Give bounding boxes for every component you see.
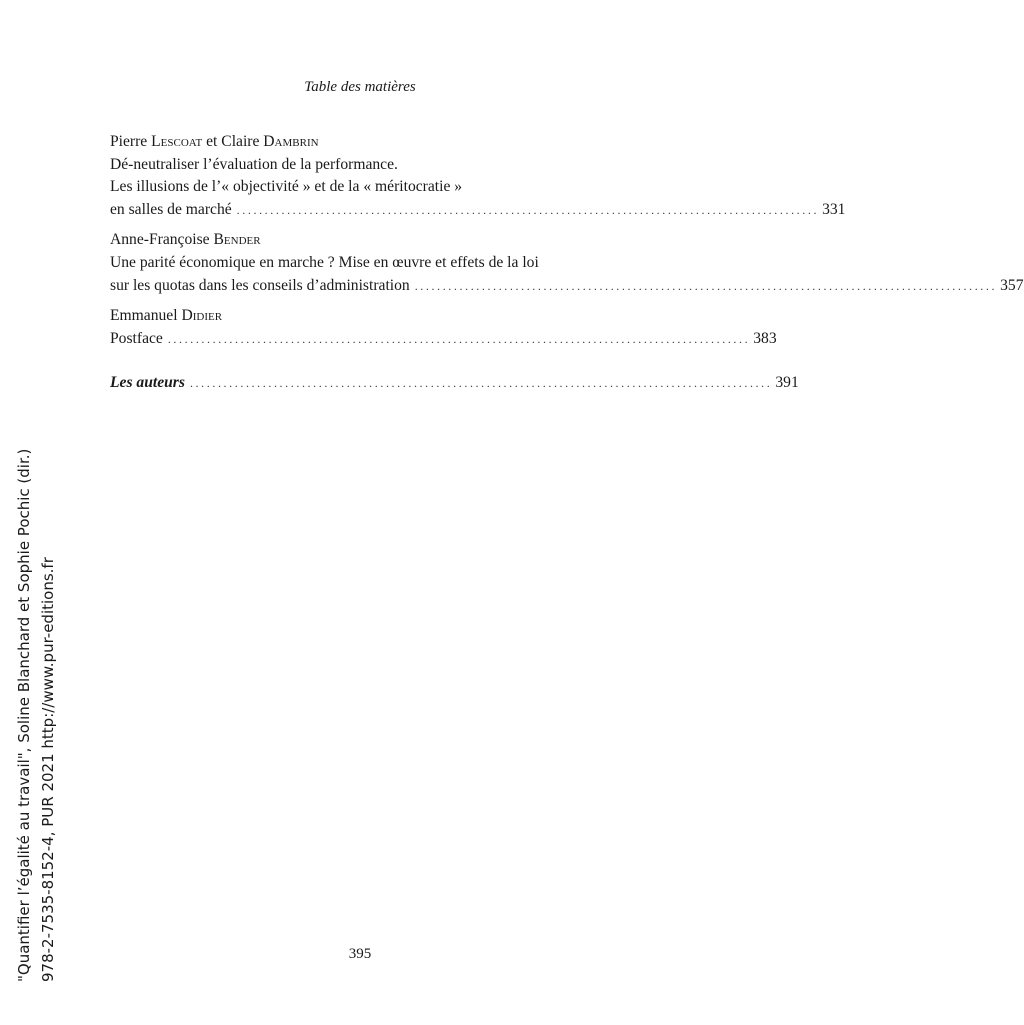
page-number: 383: [753, 329, 777, 347]
page-folio: 395: [348, 946, 372, 962]
toc-entry-didier: [110, 305, 777, 350]
toc-entry-authors: [110, 372, 799, 395]
entry-title-line: Postface: [110, 329, 163, 347]
entry-leader-line[interactable]: [110, 199, 846, 222]
side-copyright-note: [12, 448, 88, 982]
entry-leader-line[interactable]: [110, 372, 799, 395]
author-last-name: Bender: [213, 231, 261, 249]
page-number: 331: [822, 200, 846, 218]
author-first-name: Claire: [221, 133, 264, 150]
author-joiner: et: [202, 133, 222, 150]
author-last-name: Lescoat: [151, 133, 203, 150]
author-first-name: Emmanuel: [110, 307, 182, 325]
page-number: 357: [1000, 276, 1024, 294]
entry-authors: [110, 229, 584, 252]
dot-leader: ........................................................................................................: [189, 376, 773, 391]
side-note-text: [12, 448, 60, 982]
author-last-name: Dambrin: [263, 133, 319, 150]
side-note-line-1: "Quantifier l’égalité au travail", Soline Blanchard et Sophie Pochic (dir.): [15, 448, 33, 982]
authors-label: Les auteurs: [110, 374, 185, 392]
entry-title-line: sur les quotas dans les conseils d’administration: [110, 276, 410, 294]
entry-title-line: en salles de marché: [110, 200, 232, 218]
table-of-contents: [110, 131, 1024, 403]
entry-authors: [110, 305, 584, 328]
entry-leader-line[interactable]: [110, 275, 1024, 298]
author-first-name: Pierre: [110, 133, 152, 150]
author-last-name: Didier: [181, 307, 223, 325]
entry-title-line: Les illusions de l’« objectivité » et de la « méritocratie »: [110, 178, 463, 196]
dot-leader: ........................................................................................................: [414, 278, 998, 293]
entry-leader-line[interactable]: [110, 328, 777, 351]
toc-entry-bender: [110, 229, 1024, 297]
author-first-name: Anne-Françoise: [110, 231, 214, 249]
entry-title-line: Dé-neutraliser l’évaluation de la performance.: [110, 155, 398, 173]
dot-leader: ........................................................................................................: [167, 331, 751, 346]
entry-title-line: Une parité économique en marche ? Mise en œuvre et effets de la loi: [110, 253, 539, 271]
dot-leader: ........................................................................................................: [236, 202, 820, 217]
page-number: 391: [775, 374, 799, 392]
side-note-line-2: 978-2-7535-8152-4, PUR 2021 http://www.pur-editions.fr: [39, 557, 57, 982]
toc-entry-lescoat-dambrin: [110, 131, 846, 221]
running-head: Table des matières: [304, 79, 416, 95]
entry-authors: [110, 131, 584, 154]
